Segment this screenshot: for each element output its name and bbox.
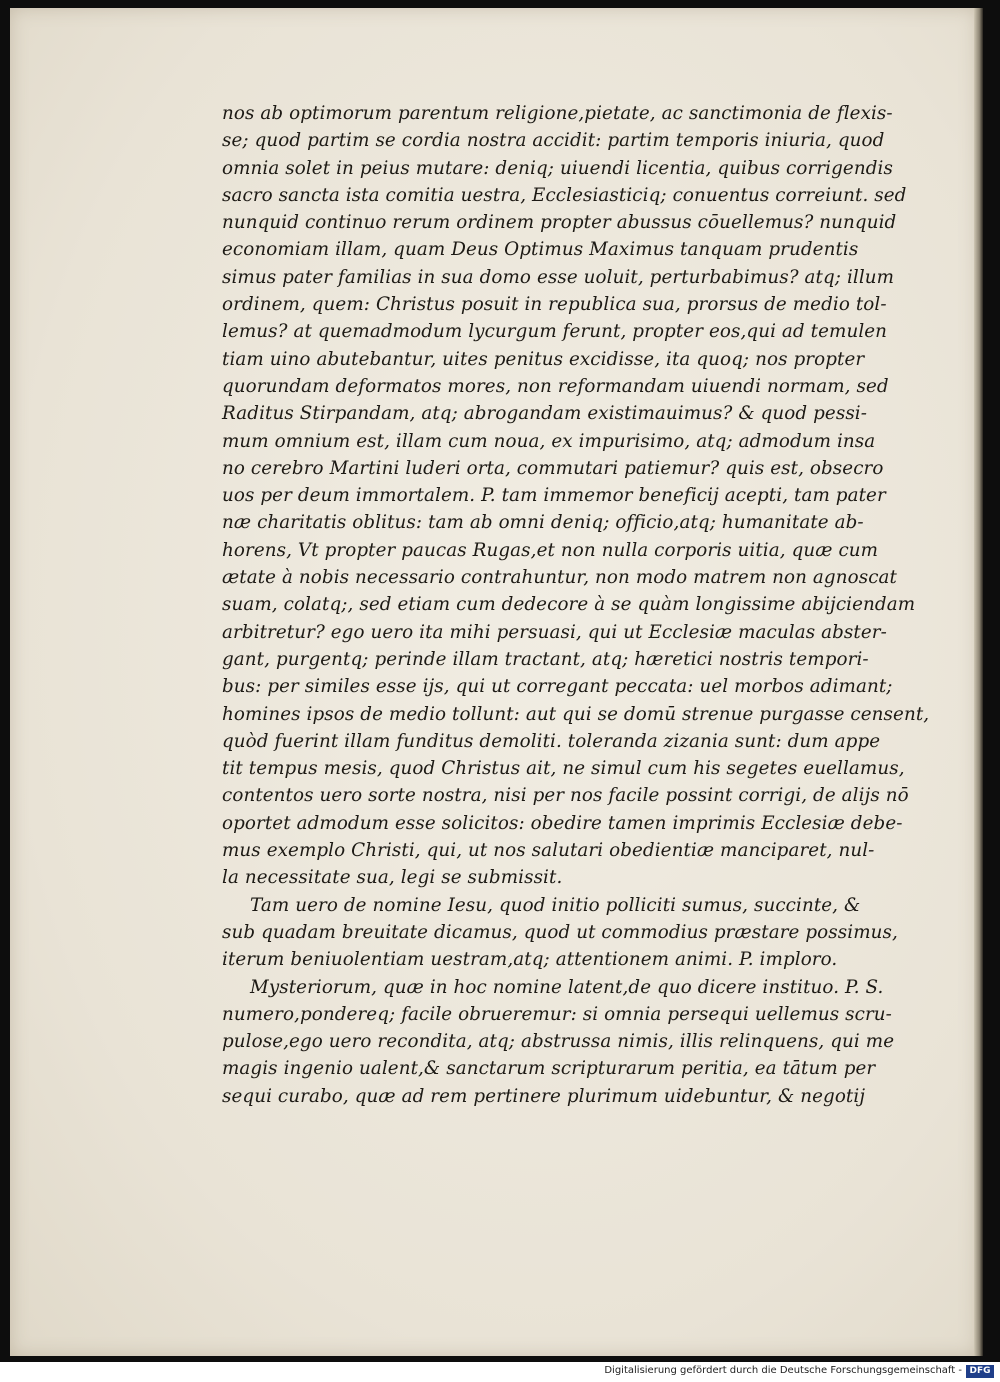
text-line: iterum beniuolentiam uestram,atq; attentionem animi. P. imploro. bbox=[222, 949, 838, 971]
text-line: tiam uino abutebantur, uites penitus excidisse, ita quoq; nos propter bbox=[222, 348, 865, 370]
text-line: magis ingenio ualent,& sanctarum scripturarum peritia, ea tātum per bbox=[222, 1058, 876, 1080]
text-line: se; quod partim se cordia nostra accidit: partim temporis iniuria, quod bbox=[222, 130, 885, 152]
text-line: tit tempus mesis, quod Christus ait, ne simul cum his segetes euellamus, bbox=[222, 758, 905, 780]
text-line: nunquid continuo rerum ordinem propter abussus cōuellemus? nunquid bbox=[222, 212, 897, 234]
text-line: mum omnium est, illam cum noua, ex impurisimo, atq; admodum insa bbox=[222, 430, 876, 452]
text-line: næ charitatis oblitus: tam ab omni deniq; officio,atq; humanitate ab- bbox=[222, 512, 864, 534]
text-line: Raditus Stirpandam, atq; abrogandam existimauimus? & quod pessi- bbox=[222, 403, 868, 425]
text-line: mus exemplo Christi, qui, ut nos salutari obedientiæ manciparet, nul- bbox=[222, 840, 875, 862]
footer-credit: Digitalisierung gefördert durch die Deutsche Forschungsgemeinschaft - bbox=[604, 1365, 962, 1376]
text-line: ætate à nobis necessario contrahuntur, non modo matrem non agnoscat bbox=[222, 567, 897, 589]
page-edge bbox=[974, 8, 983, 1356]
text-line: contentos uero sorte nostra, nisi per nos facile possint corrigi, de alijs nō bbox=[222, 785, 909, 807]
text-line: pulose,ego uero recondita, atq; abstrussa nimis, illis relinquens, qui me bbox=[222, 1031, 895, 1053]
text-line: arbitretur? ego uero ita mihi persuasi, qui ut Ecclesiæ maculas abster- bbox=[222, 621, 887, 643]
text-line: suam, colatq;, sed etiam cum dedecore à se quàm longissime abijciendam bbox=[222, 594, 916, 616]
footer-bar bbox=[0, 1362, 1000, 1382]
text-line: sacro sancta ista comitia uestra, Ecclesiasticiq; conuentus correiunt. sed bbox=[222, 184, 907, 206]
text-line: bus: per similes esse ijs, qui ut corregant peccata: uel morbos adimant; bbox=[222, 676, 893, 698]
text-line: la necessitate sua, legi se submissit. bbox=[222, 867, 563, 889]
text-line: homines ipsos de medio tollunt: aut qui se domū strenue purgasse censent, bbox=[222, 703, 930, 725]
text-line: horens, Vt propter paucas Rugas,et non nulla corporis uitia, quæ cum bbox=[222, 539, 879, 561]
page-text-block bbox=[222, 100, 930, 1110]
dfg-logo-icon: DFG bbox=[966, 1365, 994, 1378]
text-line: omnia solet in peius mutare: deniq; uiuendi licentia, quibus corrigendis bbox=[222, 157, 893, 179]
text-line: gant, purgentq; perinde illam tractant, atq; hæretici nostris tempori- bbox=[222, 648, 869, 670]
text-line: quòd fuerint illam funditus demoliti. toleranda zizania sunt: dum appe bbox=[222, 730, 881, 752]
text-line: uos per deum immortalem. P. tam immemor beneficij acepti, tam pater bbox=[222, 485, 886, 507]
text-line: quorundam deformatos mores, non reformandam uiuendi normam, sed bbox=[222, 375, 889, 397]
text-line: oportet admodum esse solicitos: obedire tamen imprimis Ecclesiæ debe- bbox=[222, 812, 903, 834]
text-line: nos ab optimorum parentum religione,pietate, ac sanctimonia de flexis- bbox=[222, 103, 893, 124]
text-line: Mysteriorum, quæ in hoc nomine latent,de quo dicere instituo. P. S. bbox=[250, 976, 884, 998]
text-line: ordinem, quem: Christus posuit in republica sua, prorsus de medio tol- bbox=[222, 294, 887, 316]
text-line: simus pater familias in sua domo esse uoluit, perturbabimus? atq; illum bbox=[222, 266, 895, 288]
text-line: Tam uero de nomine Iesu, quod initio polliciti sumus, succinte, & bbox=[250, 894, 861, 916]
text-line: numero,pondereq; facile obrueremur: si omnia persequi uellemus scru- bbox=[222, 1003, 892, 1025]
text-line: lemus? at quemadmodum lycurgum ferunt, propter eos,qui ad temulen bbox=[222, 321, 888, 343]
text-line: sequi curabo, quæ ad rem pertinere plurimum uidebuntur, & negotij bbox=[222, 1085, 866, 1107]
text-line: no cerebro Martini luderi orta, commutari patiemur? quis est, obsecro bbox=[222, 457, 884, 479]
text-line: sub quadam breuitate dicamus, quod ut commodius præstare possimus, bbox=[222, 921, 898, 943]
text-line: economiam illam, quam Deus Optimus Maximus tanquam prudentis bbox=[222, 239, 859, 261]
